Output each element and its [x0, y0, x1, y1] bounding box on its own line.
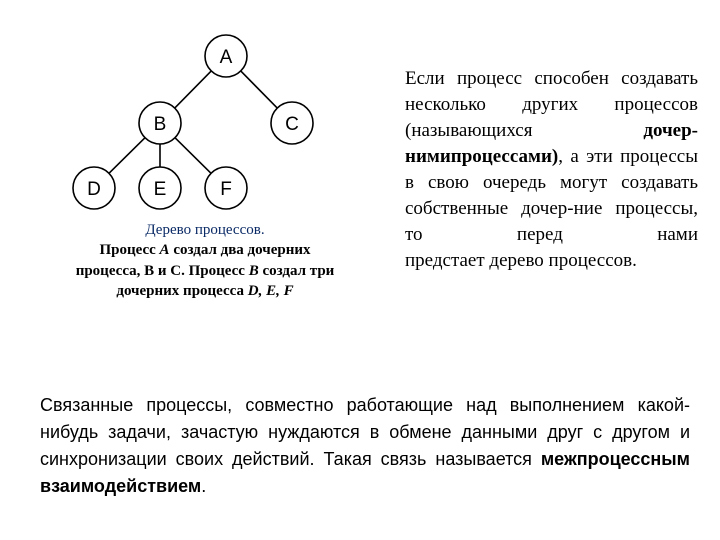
node-label: B [153, 114, 167, 135]
description-text: , а эти процессы в свою очередь могут создавать собственные дочер-ние процессы, то перед нами [405, 146, 698, 246]
node-label: D [87, 179, 101, 200]
caption-line-1 [40, 240, 370, 260]
ipc-term: межпроцессным взаимодействием [40, 449, 690, 496]
description-last-line: предстает дерево процессов. [405, 250, 637, 272]
tree-node-d [73, 167, 115, 209]
process-tree-diagram [40, 20, 360, 220]
paragraph-text: Связанные процессы, совместно работающие над выполнением какой-нибудь задачи, зачастую нуждаются в обмене данными друг с другом и синхронизации своих действий. Такая связь называется [40, 395, 690, 469]
node-label: C [285, 114, 299, 135]
tree-caption [40, 220, 370, 301]
caption-text: дочерних процесса [116, 282, 248, 299]
process-tree-figure [40, 20, 360, 330]
caption-text: процесса, В и С. Процесс [75, 262, 249, 279]
caption-line-2 [40, 261, 370, 281]
description-text: Если процесс способен создавать несколько других процессов (называющихся [405, 68, 698, 142]
ipc-paragraph [40, 392, 690, 500]
caption-title: Дерево процессов. [145, 222, 265, 238]
caption-text: создал три [258, 262, 335, 279]
tree-edge-b-f [175, 138, 211, 174]
caption-processes-def: D, E, F [247, 282, 294, 299]
tree-node-b [139, 102, 181, 144]
tree-edge-b-d [109, 138, 145, 174]
node-label: F [220, 179, 232, 200]
tree-edge-a-b [175, 71, 212, 108]
caption-process-a: A [159, 242, 170, 259]
tree-edge-a-c [241, 71, 278, 108]
child-processes-term: дочер-нимипроцессами) [405, 120, 698, 168]
tree-node-f [205, 167, 247, 209]
node-label: E [153, 179, 167, 200]
node-label: A [219, 47, 233, 68]
paragraph-text: . [201, 476, 207, 496]
caption-text: Процесс [99, 242, 160, 259]
caption-line-3 [40, 281, 370, 301]
tree-node-e [139, 167, 181, 209]
caption-process-b: B [248, 262, 259, 279]
tree-description [405, 66, 698, 274]
tree-node-c [271, 102, 313, 144]
caption-text: создал два дочерних [169, 242, 311, 259]
tree-node-a [205, 35, 247, 77]
